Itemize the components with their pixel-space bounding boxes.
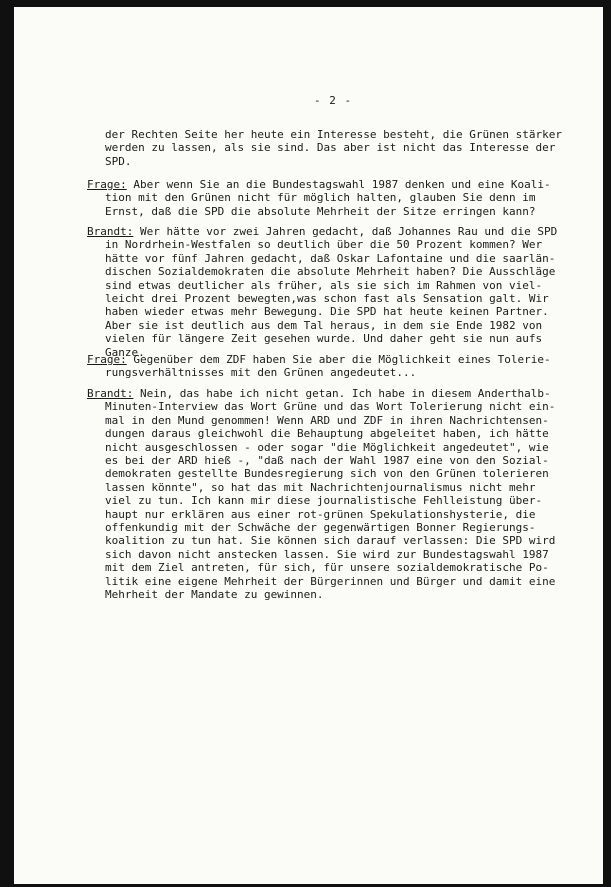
- text-line-rest: Nein, das habe ich nicht getan. Ich habe in diesem Anderthalb-: [133, 387, 551, 400]
- text-line: in Nordrhein-Westfalen so deutlich über die 50 Prozent kommen? Wer: [105, 238, 543, 252]
- text-line: demokraten gestellte Bundesregierung sich von den Grünen tolerieren: [105, 467, 549, 481]
- text-line: sich davon nicht anstecken lassen. Sie wird zur Bundestagswahl 1987: [105, 547, 549, 561]
- paragraph-text: [87, 225, 557, 359]
- paragraph-continuation: [105, 128, 562, 168]
- text-line: hätte vor fünf Jahren gedacht, daß Oskar Lafontaine und die saarlän-: [105, 251, 556, 265]
- speaker-label: Frage:: [87, 178, 127, 191]
- text-line: [87, 353, 551, 366]
- text-line: der Rechten Seite her heute ein Interesse besteht, die Grünen stärker: [105, 128, 562, 141]
- text-line: [87, 178, 551, 191]
- text-line: nicht ausgeschlossen - oder sogar "die Möglichkeit angedeutet", wie: [105, 440, 549, 454]
- text-line: offenkundig mit der Schwäche der gegenwärtigen Bonner Regierungs-: [105, 521, 536, 535]
- text-line: [87, 225, 557, 238]
- text-line: haupt nur erklären aus einer rot-grünen Spekulationshysterie, die: [105, 507, 536, 521]
- text-line: [87, 387, 555, 400]
- paragraph-brandt-1: [87, 225, 557, 359]
- text-line: Aber sie ist deutlich aus dem Tal heraus, in dem sie Ende 1982 von: [105, 318, 543, 332]
- text-line: litik eine eigene Mehrheit der Bürgerinnen und Bürger und damit eine: [105, 574, 556, 588]
- text-line: haben wieder etwas mehr Bewegung. Die SPD hat heute keinen Partner.: [105, 305, 549, 319]
- page-number: - 2 -: [314, 94, 353, 107]
- text-line-rest: Gegenüber dem ZDF haben Sie aber die Möglichkeit eines Tolerie-: [126, 353, 551, 366]
- paragraph-text: [87, 178, 551, 218]
- text-line: dungen daraus gleichwohl die Behauptung abgeleitet haben, ich hätte: [105, 427, 549, 441]
- text-line: dischen Sozialdemokraten die absolute Mehrheit haben? Die Ausschläge: [105, 265, 556, 279]
- text-line: es bei der ARD hieß -, "daß nach der Wahl 1987 eine von den Sozial-: [105, 454, 549, 468]
- text-line: mit dem Ziel antreten, für sich, für unsere sozialdemokratische Po-: [105, 561, 549, 575]
- text-line: vielen für längere Zeit gesehen wurde. Und daher geht sie nun aufs: [105, 332, 543, 346]
- text-line: SPD.: [105, 154, 132, 168]
- text-line: tion mit den Grünen nicht für möglich halten, glauben Sie denn im: [105, 191, 536, 205]
- text-line: rungsverhältnisses mit den Grünen angedeutet...: [105, 366, 417, 380]
- speaker-label: Frage:: [87, 353, 127, 366]
- text-line: werden zu lassen, als sie sind. Das aber ist nicht das Interesse der: [105, 141, 556, 155]
- text-line: lassen könnte", so hat das mit Nachrichtenjournalismus nicht mehr: [105, 480, 536, 494]
- text-line: viel zu tun. Ich kann mir diese journalistische Fehlleistung über-: [105, 494, 543, 508]
- paragraph-frage-2: [87, 353, 551, 380]
- text-line: sind etwas deutlicher als früher, als sie sich im Rahmen von viel-: [105, 278, 543, 292]
- paragraph-frage-1: [87, 178, 551, 218]
- text-line: mal in den Mund genommen! Wenn ARD und ZDF in ihren Nachrichtensen-: [105, 413, 549, 427]
- text-line: koalition zu tun hat. Sie können sich darauf verlassen: Die SPD wird: [105, 534, 556, 548]
- paragraph-brandt-2: [87, 387, 555, 602]
- text-line: leicht drei Prozent bewegten,was schon fast als Sensation galt. Wir: [105, 292, 549, 306]
- speaker-label: Brandt:: [87, 387, 134, 400]
- paragraph-text: [87, 387, 555, 602]
- text-line: Ernst, daß die SPD die absolute Mehrheit der Sitze erringen kann?: [105, 204, 536, 218]
- text-line: Minuten-Interview das Wort Grüne und das Wort Tolerierung nicht ein-: [105, 400, 556, 414]
- text-line-rest: Wer hätte vor zwei Jahren gedacht, daß Johannes Rau und die SPD: [133, 225, 558, 238]
- document-page: [14, 7, 603, 884]
- paragraph-text: [105, 128, 562, 168]
- text-line-rest: Aber wenn Sie an die Bundestagswahl 1987 denken und eine Koali-: [126, 178, 551, 191]
- speaker-label: Brandt:: [87, 225, 134, 238]
- paragraph-text: [87, 353, 551, 380]
- text-line: Ganze.: [105, 345, 145, 359]
- text-line: Mehrheit der Mandate zu gewinnen.: [105, 588, 324, 602]
